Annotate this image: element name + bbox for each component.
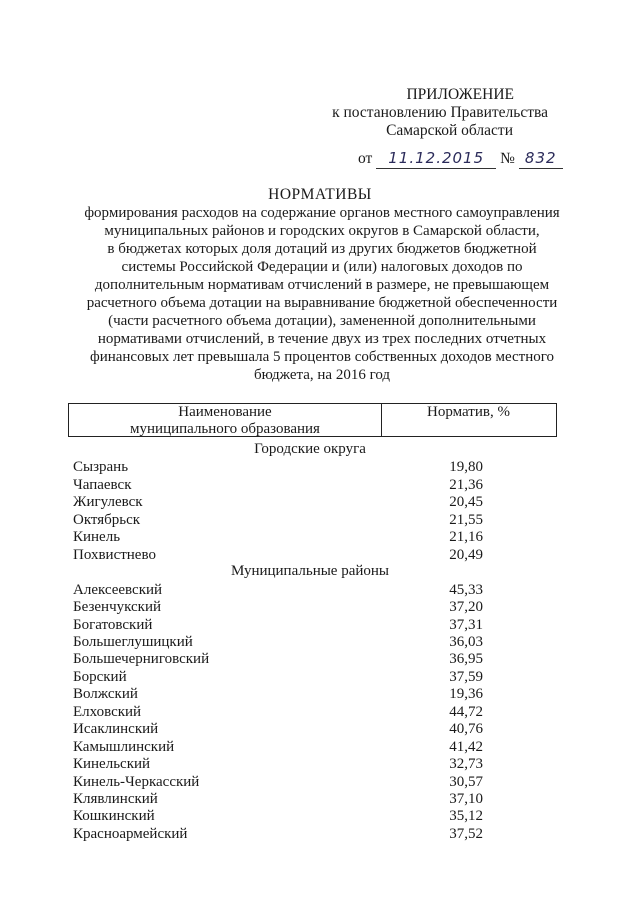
municipality-name: Исаклинский xyxy=(73,721,159,738)
table-row xyxy=(0,790,640,808)
norm-value: 35,12 xyxy=(449,808,483,825)
municipality-name: Сызрань xyxy=(73,459,129,476)
norm-value: 40,76 xyxy=(449,721,483,738)
header-value-column: Норматив, % xyxy=(427,404,510,420)
subtitle-line: (части расчетного объема дотации), замененной дополнительными xyxy=(108,313,536,329)
municipality-name: Жигулевск xyxy=(73,494,143,511)
municipality-name: Большечерниговский xyxy=(73,651,210,668)
document-subtitle xyxy=(62,204,582,384)
table-row xyxy=(0,546,640,564)
subtitle-line: системы Российской Федерации и (или) налоговых доходов по xyxy=(121,259,523,275)
section-title: Муниципальные районы xyxy=(230,563,390,580)
table-row xyxy=(0,511,640,529)
municipality-name: Кошкинский xyxy=(73,808,155,825)
appendix-line-2: Самарской области xyxy=(386,122,513,139)
table-row xyxy=(0,738,640,756)
norm-value: 37,31 xyxy=(449,616,483,633)
subtitle-line: нормативами отчислений, в течение двух из трех последних отчетных xyxy=(97,331,547,347)
municipality-name: Кинель-Черкасский xyxy=(73,773,200,790)
table-row xyxy=(0,825,640,843)
municipality-name: Чапаевск xyxy=(73,476,132,493)
subtitle-line: бюджета, на 2016 год xyxy=(253,367,391,383)
municipality-name: Октябрьск xyxy=(73,511,141,528)
subtitle-line: в бюджетах которых доля дотаций из других бюджетов бюджетной xyxy=(107,241,537,257)
table-row xyxy=(0,668,640,686)
norm-value: 32,73 xyxy=(449,756,483,773)
table-row xyxy=(0,633,640,651)
norm-value: 21,36 xyxy=(449,476,483,493)
municipality-name: Волжский xyxy=(73,686,138,703)
appendix-line-1: к постановлению Правительства xyxy=(332,104,548,121)
municipality-name: Большеглушицкий xyxy=(73,633,193,650)
municipality-name: Кинель xyxy=(73,529,121,546)
table-row xyxy=(0,493,640,511)
subtitle-line: дополнительным нормативам отчислений в размере, не превышающем xyxy=(94,277,550,293)
handwritten-number: 832 xyxy=(524,149,557,167)
section-title: Городские округа xyxy=(254,441,366,457)
municipality-name: Богатовский xyxy=(73,616,153,633)
norm-value: 30,57 xyxy=(449,773,483,790)
norm-value: 19,80 xyxy=(449,459,483,476)
municipality-name: Елховский xyxy=(73,703,142,720)
table-row xyxy=(0,703,640,721)
header-name-column xyxy=(69,404,381,438)
norm-value: 19,36 xyxy=(449,686,483,703)
appendix-title: ПРИЛОЖЕНИЕ xyxy=(406,86,514,103)
table-row xyxy=(0,755,640,773)
table-row xyxy=(0,581,640,599)
table-row xyxy=(0,616,640,634)
table-row xyxy=(0,773,640,791)
norm-value: 44,72 xyxy=(449,703,483,720)
norm-value: 21,16 xyxy=(449,529,483,546)
header-name-line-2: муниципального образования xyxy=(130,421,320,437)
municipality-name: Безенчукский xyxy=(73,599,162,616)
date-from-label: от xyxy=(358,150,373,167)
table-row xyxy=(0,476,640,494)
table-row xyxy=(0,685,640,703)
municipality-name: Похвистнево xyxy=(73,546,156,563)
norm-value: 20,49 xyxy=(449,546,483,563)
subtitle-line: муниципальных районов и городских округов в Самарской области, xyxy=(104,223,540,239)
subtitle-line: расчетного объема дотации на выравнивание бюджетной обеспеченности xyxy=(86,295,558,311)
dateline xyxy=(358,149,563,169)
norm-value: 36,03 xyxy=(449,633,483,650)
norm-value: 37,59 xyxy=(449,668,483,685)
number-label: № xyxy=(500,150,515,167)
subtitle-line: формирования расходов на содержание органов местного самоуправления xyxy=(84,205,560,221)
document-title: НОРМАТИВЫ xyxy=(268,186,372,203)
subtitle-line: финансовых лет превышала 5 процентов собственных доходов местного xyxy=(89,349,555,365)
norm-value: 37,10 xyxy=(449,791,483,807)
table-header xyxy=(68,403,557,437)
norm-value: 36,95 xyxy=(449,651,483,668)
municipality-name: Кинельский xyxy=(73,756,151,773)
norm-value: 45,33 xyxy=(449,581,483,598)
norm-value: 37,52 xyxy=(449,825,483,842)
norm-value: 41,42 xyxy=(449,738,483,755)
municipality-name: Алексеевский xyxy=(73,581,163,598)
table-row xyxy=(0,650,640,668)
table-row xyxy=(0,598,640,616)
municipality-name: Борский xyxy=(73,668,127,685)
table-row xyxy=(0,458,640,476)
table-row xyxy=(0,720,640,738)
municipality-name: Красноармейский xyxy=(73,825,188,842)
norm-value: 20,45 xyxy=(449,494,483,511)
table-row xyxy=(0,807,640,825)
header-name-line-1: Наименование xyxy=(178,404,272,420)
norm-value: 37,20 xyxy=(449,599,483,616)
handwritten-date: 11.12.2015 xyxy=(388,149,485,167)
table-row xyxy=(0,528,640,546)
municipality-name: Клявлинский xyxy=(73,791,158,807)
municipality-name: Камышлинский xyxy=(73,738,175,755)
norm-value: 21,55 xyxy=(449,511,483,528)
